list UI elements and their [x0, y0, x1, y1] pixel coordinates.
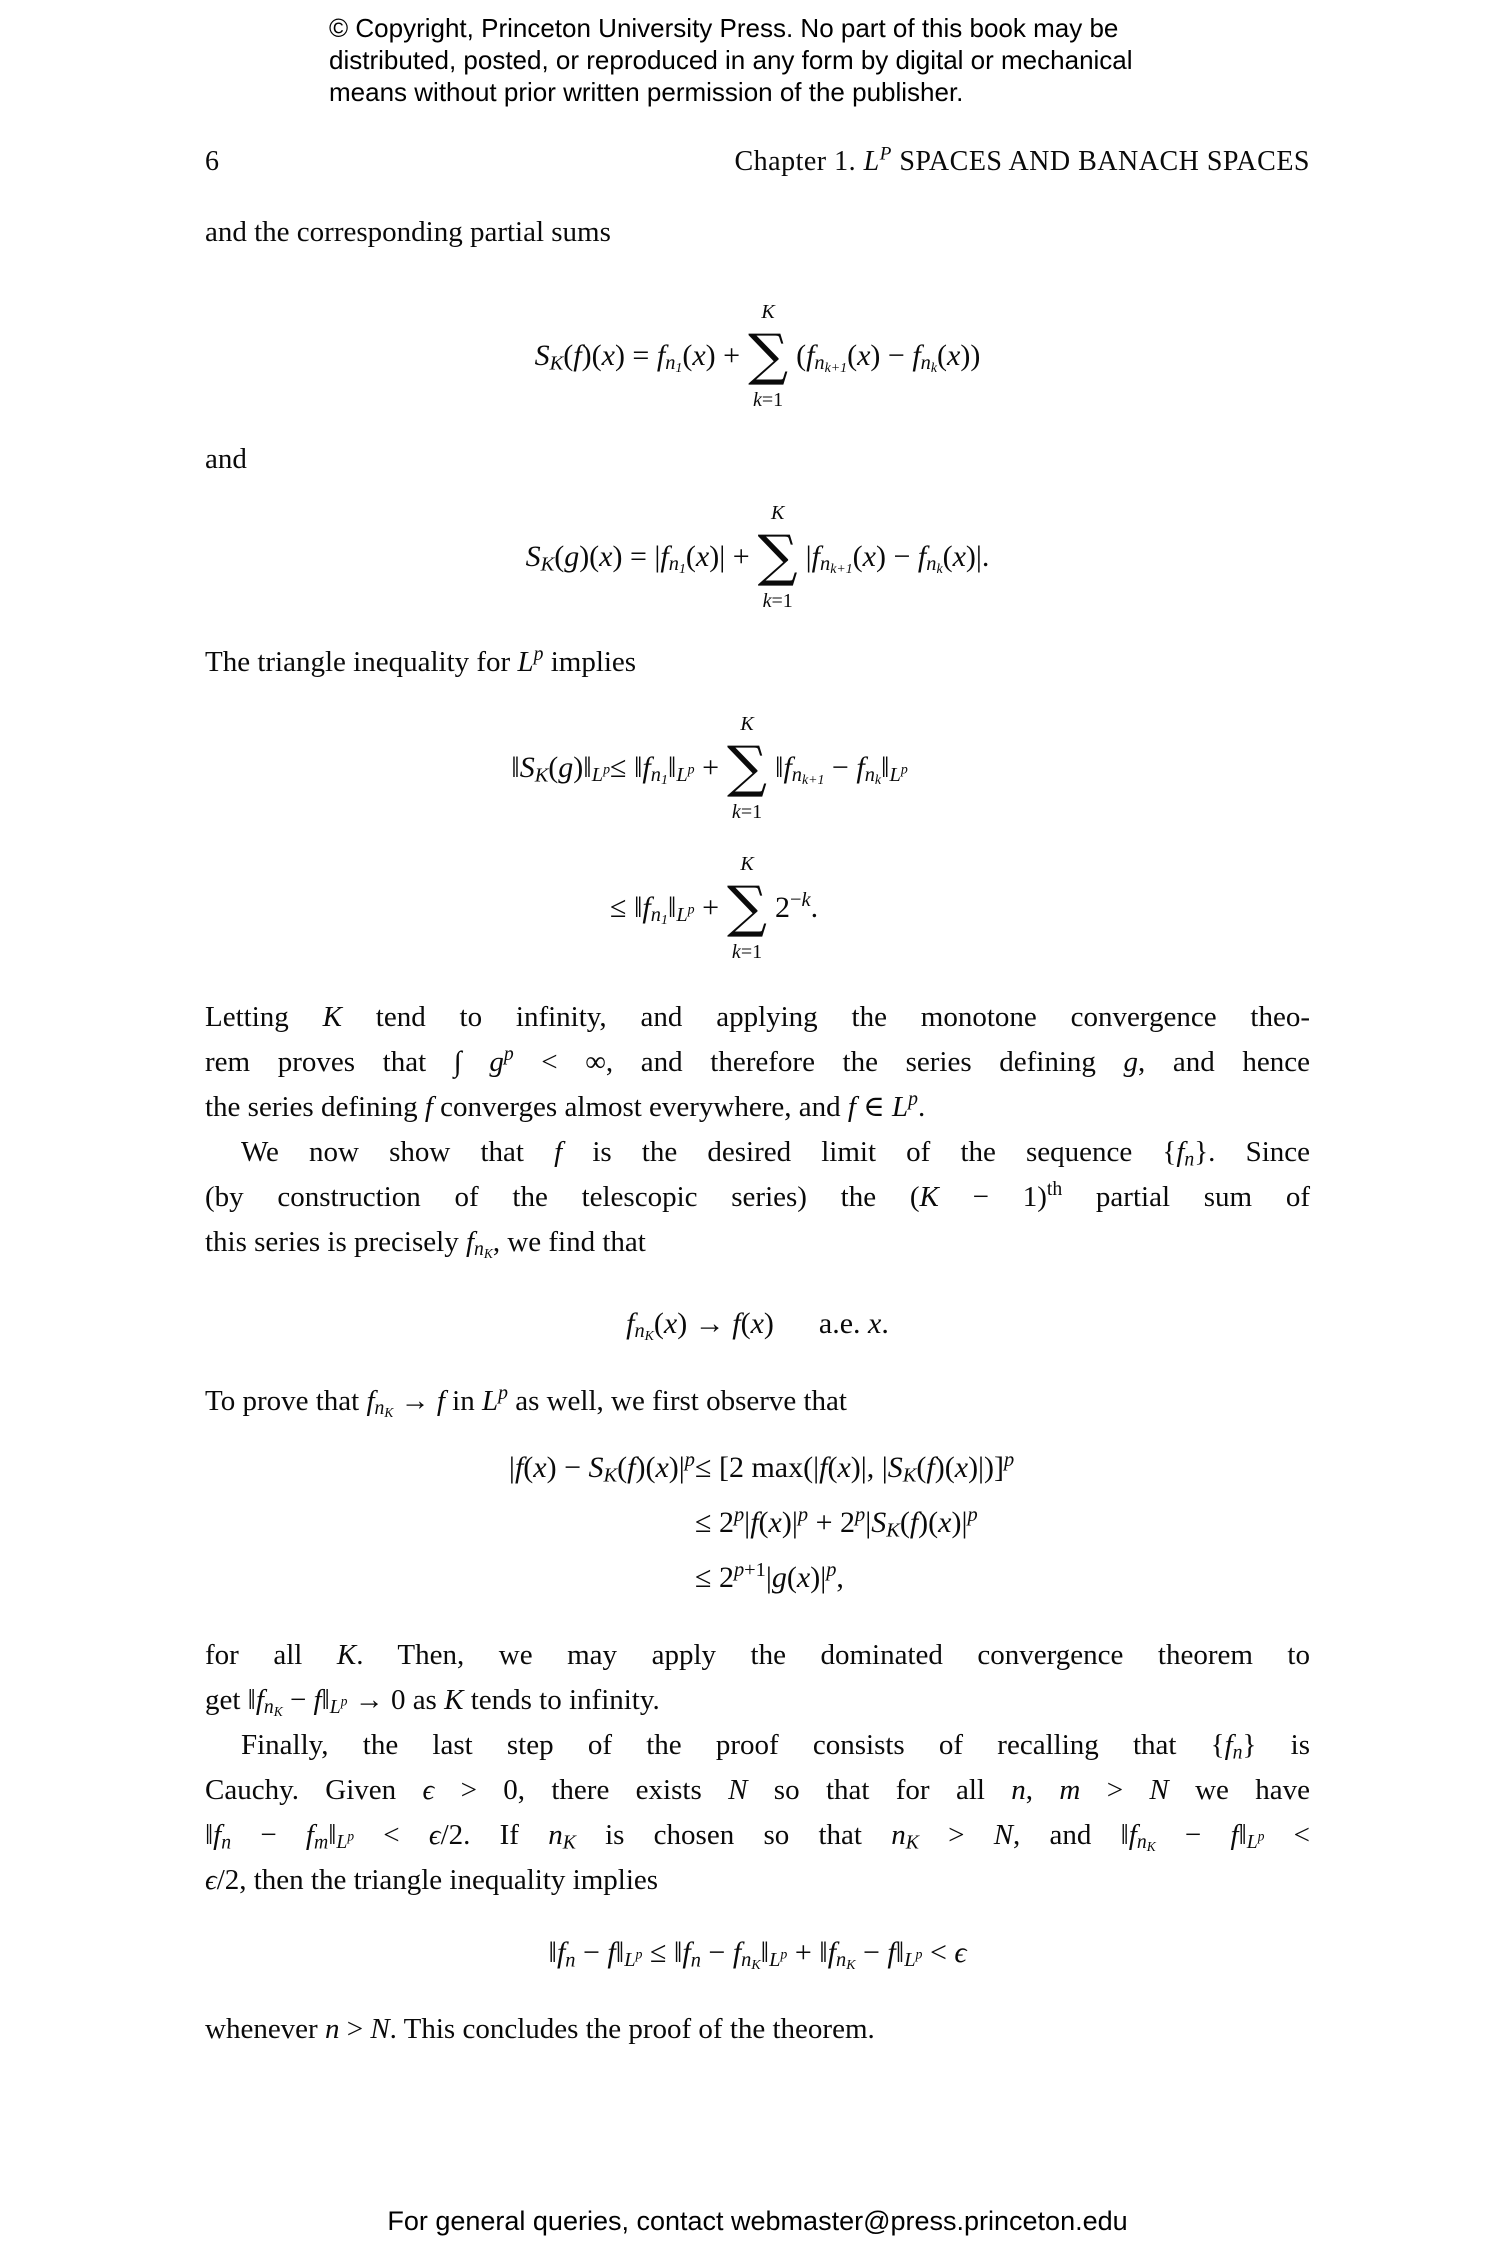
- equation-text: ≤ $2^{p+1}|g(x)|^p$,: [695, 1558, 844, 1594]
- equation-partial-sum-f: [205, 299, 1310, 413]
- text-line: Cauchy. Given ϵ > 0, there exists N so that for all n, m > N we have: [205, 1774, 1311, 1806]
- sigma-icon: ∑: [727, 875, 767, 940]
- equation-text: $‖f_{n_{k+1}}$ − $f_{n_k}‖_{L^p}$: [775, 751, 908, 789]
- summation-symbol: [748, 299, 788, 413]
- equation-pointwise-bound: [205, 1440, 1310, 1605]
- equation-triangle-conclusion: [205, 1928, 1310, 1978]
- text-line: Finally, the last step of the proof consists of recalling that $\{f_n\}$ is: [241, 1729, 1310, 1764]
- equation-text: ≤ $‖f_{n_1}‖_{L^p}$ +: [610, 751, 720, 789]
- sum-upper-limit: K: [740, 713, 754, 735]
- sum-lower-limit: k=1: [731, 801, 763, 823]
- equation-line: [205, 711, 1310, 825]
- paragraph-we-now-show: [205, 1130, 1310, 1265]
- paragraph-whenever: whenever n > N. This concludes the proof of the theorem.: [205, 2013, 875, 2045]
- equation-text: $S_K(f)(x) = f_{n_1}(x)$ +: [534, 339, 741, 377]
- sum-lower-limit: k=1: [753, 389, 784, 411]
- sum-lower-limit: k=1: [731, 941, 763, 963]
- summation-symbol: [758, 500, 798, 614]
- paragraph-triangle-inequality: The triangle inequality for $L^p$ implies: [205, 643, 637, 678]
- equation-text: $|f_{n_{k+1}}(x) - f_{n_k}(x)|$.: [805, 540, 990, 578]
- copyright-notice: [329, 12, 1133, 108]
- footer-contact: For general queries, contact webmaster@press.princeton.edu: [387, 2206, 1128, 2236]
- sum-upper-limit: K: [770, 502, 785, 524]
- text-line: the series defining f converges almost everywhere, and f ∈ $L^p$.: [205, 1088, 926, 1123]
- equation-line: [205, 1495, 1310, 1550]
- equation-text: ≤ [2 max(|f(x)|, $|S_K(f)(x)|)]^p$: [695, 1448, 1015, 1486]
- text-line: ϵ/2, then the triangle inequality implies: [205, 1864, 659, 1896]
- text-line: We now show that f is the desired limit of the sequence $\{f_n\}$. Since: [241, 1136, 1310, 1171]
- equation-norm-bound: [205, 711, 1310, 965]
- equation-text: ≤ $2^p|f(x)|^p + 2^p|S_K(f)(x)|^p$: [695, 1503, 978, 1541]
- summation-symbol: [727, 711, 767, 825]
- sigma-icon: ∑: [748, 323, 789, 388]
- text-line: get $‖f_{n_K}$ − $f‖_{L^p} \to 0$ as K tends to infinity.: [205, 1684, 660, 1720]
- equation-ae-convergence: [205, 1299, 1310, 1349]
- text-line: for all K. Then, we may apply the dominated convergence theorem to: [205, 1639, 1310, 1671]
- page-body: [205, 210, 1310, 2052]
- paragraph-and: and: [205, 443, 247, 475]
- running-header: [205, 143, 1310, 178]
- paragraph-for-all-k: [205, 1633, 1310, 1723]
- sigma-icon: ∑: [757, 524, 798, 589]
- equation-line: [205, 1550, 1310, 1605]
- text-line: this series is precisely $f_{n_K}$, we find that: [205, 1226, 646, 1262]
- text-line: Letting K tend to infinity, and applying the monotone convergence theo-: [205, 1001, 1310, 1033]
- paragraph-letting-k: [205, 995, 1310, 1130]
- equation-line: [205, 851, 1310, 965]
- sigma-icon: ∑: [727, 735, 767, 800]
- equation-line: [205, 1440, 1310, 1495]
- sum-upper-limit: K: [740, 853, 754, 875]
- equation-text: $S_K(g)(x) = |f_{n_1}(x)|$ +: [525, 540, 750, 578]
- paragraph-finally: [205, 1723, 1310, 1903]
- page-number: 6: [205, 146, 219, 177]
- paragraph-intro: and the corresponding partial sums: [205, 216, 611, 248]
- paragraph-to-prove: To prove that $f_{n_K} \to f$ in $L^p$ as well, we first observe that: [205, 1382, 847, 1421]
- text-line: $‖f_n$ − $f_m‖_{L^p} < \epsilon/2$. If $n_K$ is chosen so that $n_K > N$, and $‖f_{n_K}$ − $f‖_{L^p}$ <: [205, 1819, 1310, 1855]
- equation-text: $(f_{n_{k+1}}(x) - f_{n_k}(x))$: [796, 339, 981, 377]
- summation-symbol: [727, 851, 767, 965]
- equation-text: ≤ $‖f_{n_1}‖_{L^p}$ +: [610, 891, 720, 929]
- equation-text: $‖f_n$ − $f‖_{L^p}$ ≤ $‖f_n$ − $f_{n_K}‖_{L^p}$ + $‖f_{n_K}$ − $f‖_{L^p} < \epsilon$: [548, 1936, 967, 1974]
- copyright-line: © Copyright, Princeton University Press. No part of this book may be: [329, 13, 1119, 43]
- sum-lower-limit: k=1: [762, 590, 793, 612]
- equation-text: $|f(x) - S_K(f)(x)|^p$: [508, 1448, 695, 1486]
- copyright-line: means without prior written permission of the publisher.: [329, 77, 964, 107]
- equation-partial-sum-g: [205, 500, 1310, 614]
- text-line: (by construction of the telescopic series) the $(K - 1)^{th}$ partial sum of: [205, 1178, 1310, 1213]
- chapter-title: Chapter 1. $L^P$ SPACES AND BANACH SPACES: [734, 143, 1310, 177]
- text-line: rem proves that ∫ $g^p$ < ∞, and therefore the series defining g, and hence: [205, 1043, 1310, 1078]
- equation-text: $‖S_K(g)‖_{L^p}$: [511, 751, 610, 787]
- equation-text: $2^{-k}$.: [775, 888, 819, 924]
- copyright-line: distributed, posted, or reproduced in any form by digital or mechanical: [329, 45, 1133, 75]
- equation-text: $f_{n_K}(x) \to f(x)$ a.e. x.: [626, 1307, 889, 1345]
- sum-upper-limit: K: [761, 301, 775, 323]
